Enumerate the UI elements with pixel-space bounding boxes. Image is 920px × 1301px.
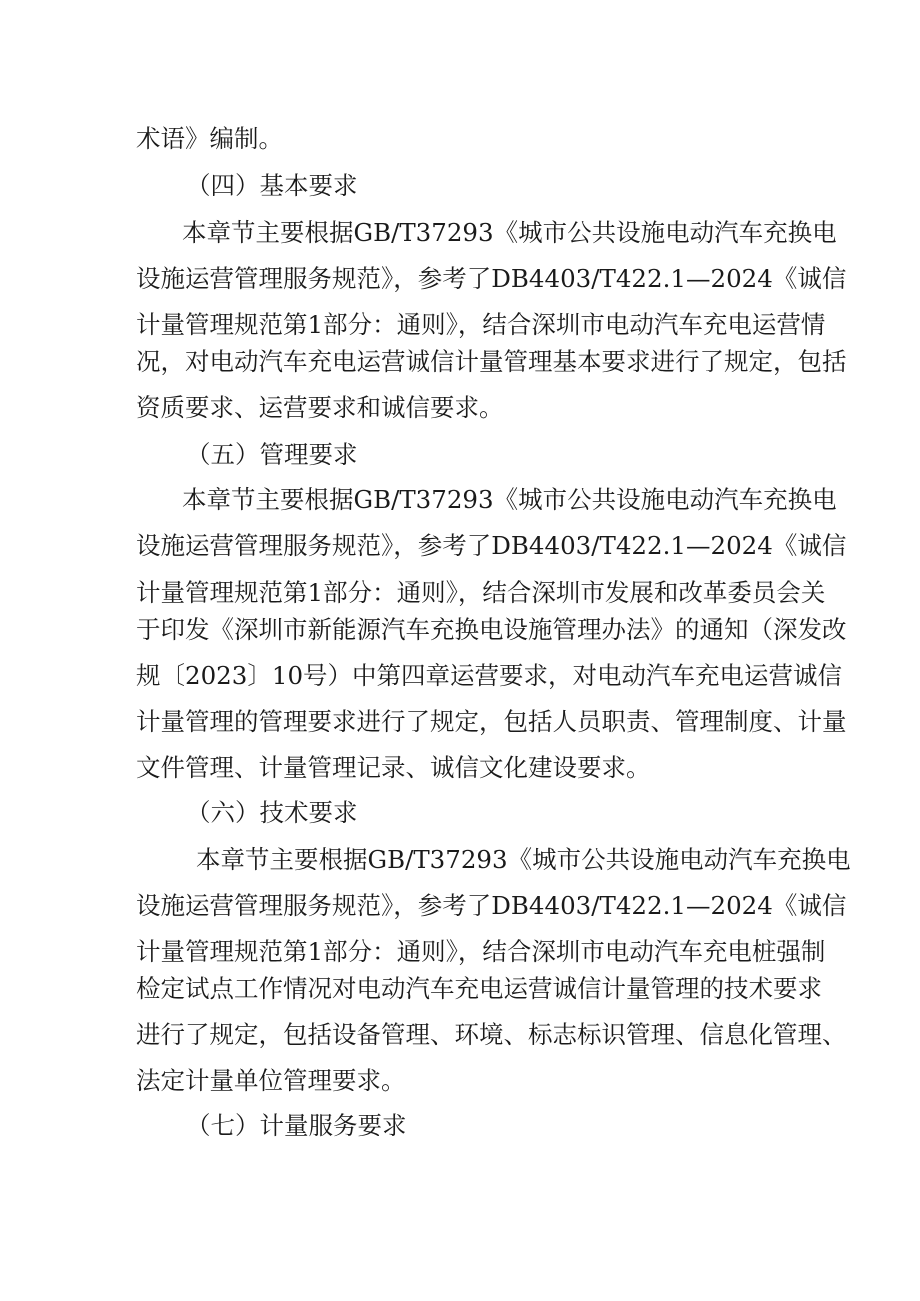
paragraph-line: 计量管理规范第1部分：通则》，结合深圳市电动汽车充电运营情 bbox=[136, 310, 826, 339]
paragraph-line: 计量管理规范第1部分：通则》，结合深圳市发展和改革委员会关 bbox=[136, 578, 826, 607]
paragraph-line: 于印发《深圳市新能源汽车充换电设施管理办法》的通知（深发改 bbox=[136, 615, 847, 644]
paragraph-line: 资质要求、运营要求和诚信要求。 bbox=[136, 393, 504, 422]
paragraph-line: 计量管理的管理要求进行了规定，包括人员职责、管理制度、计量 bbox=[136, 707, 847, 736]
paragraph-line: 文件管理、计量管理记录、诚信文化建设要求。 bbox=[136, 753, 651, 782]
section-heading-management-requirements: （五）管理要求 bbox=[186, 440, 358, 469]
paragraph-line: 检定试点工作情况对电动汽车充电运营诚信计量管理的技术要求 bbox=[136, 974, 822, 1003]
section-heading-basic-requirements: （四）基本要求 bbox=[186, 171, 358, 200]
paragraph-line: 规〔2023〕10号）中第四章运营要求，对电动汽车充电运营诚信 bbox=[136, 661, 843, 690]
paragraph-line: 进行了规定，包括设备管理、环境、标志标识管理、信息化管理、 bbox=[136, 1020, 847, 1049]
paragraph-line: 法定计量单位管理要求。 bbox=[136, 1066, 406, 1095]
section-heading-metrology-service-requirements: （七）计量服务要求 bbox=[186, 1111, 407, 1140]
paragraph-line: 本章节主要根据GB/T37293《城市公共设施电动汽车充换电 bbox=[182, 218, 837, 247]
paragraph-line: 设施运营管理服务规范》，参考了DB4403/T422.1—2024《诚信 bbox=[136, 264, 847, 293]
paragraph-line: 计量管理规范第1部分：通则》，结合深圳市电动汽车充电桩强制 bbox=[136, 937, 826, 966]
section-heading-technical-requirements: （六）技术要求 bbox=[186, 798, 358, 827]
paragraph-line: 本章节主要根据GB/T37293《城市公共设施电动汽车充换电 bbox=[182, 485, 837, 514]
paragraph-line: 设施运营管理服务规范》，参考了DB4403/T422.1—2024《诚信 bbox=[136, 531, 847, 560]
paragraph-line: 设施运营管理服务规范》，参考了DB4403/T422.1—2024《诚信 bbox=[136, 891, 847, 920]
paragraph-line: 况，对电动汽车充电运营诚信计量管理基本要求进行了规定，包括 bbox=[136, 347, 847, 376]
paragraph-line: 本章节主要根据GB/T37293《城市公共设施电动汽车充换电 bbox=[196, 845, 851, 874]
paragraph-line: 术语》编制。 bbox=[136, 124, 283, 153]
